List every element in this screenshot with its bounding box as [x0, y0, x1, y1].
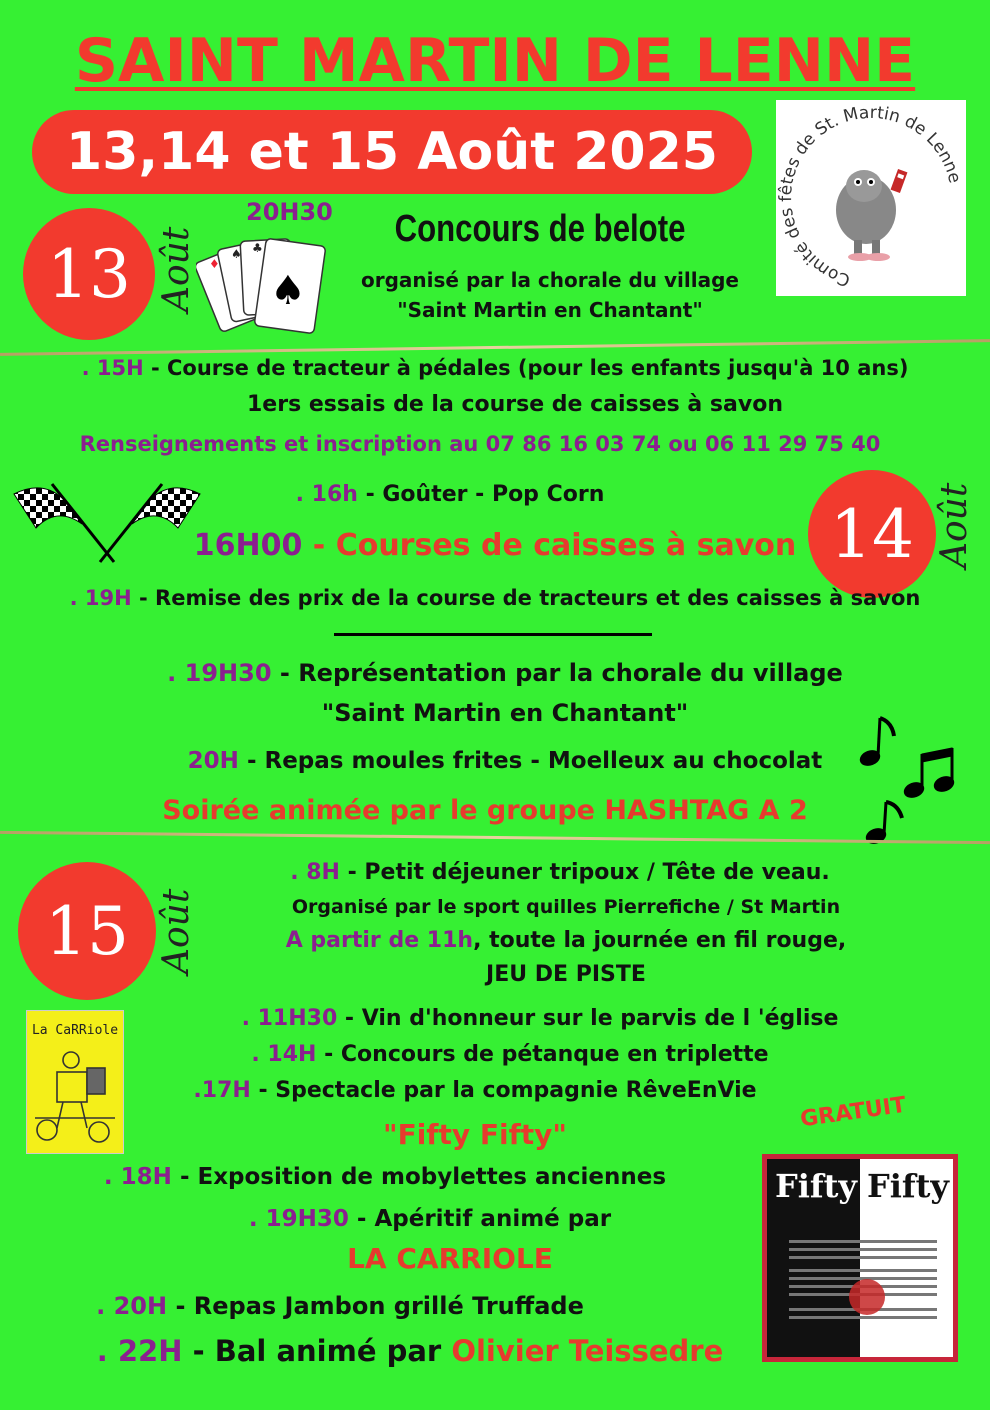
- music-notes-icon: [858, 712, 968, 852]
- day13-number: 13: [47, 235, 131, 313]
- day15-line-9: . 18H - Exposition de mobylettes anciennes: [103, 1164, 667, 1190]
- day14-line-1: . 15H - Course de tracteur à pédales (pour les enfants jusqu'à 10 ans): [81, 356, 909, 380]
- day14-line-10: Soirée animée par le groupe HASHTAG A 2: [162, 795, 808, 826]
- la-carriole-label: La CaRRiole: [31, 1023, 119, 1038]
- day15-line-3: A partir de 11h, toute la journée en fil rouge,: [285, 928, 847, 953]
- day14-line-6: . 19H - Remise des prix de la course de tracteurs et des caisses à savon: [69, 586, 921, 610]
- poster-title: SAINT MARTIN DE LENNE: [74, 26, 916, 96]
- day15-line-6: . 14H - Concours de pétanque en triplette: [251, 1042, 769, 1067]
- la-carriole-image: [26, 1010, 124, 1154]
- fifty-fifty-poster: [762, 1154, 958, 1362]
- day15-line-11: LA CARRIOLE: [347, 1242, 553, 1275]
- day13-badge: [23, 208, 155, 340]
- fifty-word-1: Fifty: [775, 1167, 858, 1205]
- red-ball-icon: [849, 1279, 885, 1315]
- dates-banner: 13,14 et 15 Août 2025: [32, 110, 752, 194]
- day13-time: 20H30: [246, 198, 333, 226]
- sheep-icon: [836, 169, 907, 261]
- day15-line-12: . 20H - Repas Jambon grillé Truffade: [96, 1292, 584, 1320]
- playing-cards-icon: [196, 232, 336, 340]
- svg-text:♠: ♠: [231, 247, 242, 261]
- accordion-player-icon: [27, 1038, 123, 1148]
- day15-line-7: .17H - Spectacle par la compagnie RêveEnVie: [193, 1078, 757, 1103]
- day15-badge: [18, 862, 156, 1000]
- day14-month: Août: [934, 482, 975, 568]
- day15-line-10: . 19H30 - Apéritif animé par: [248, 1206, 612, 1232]
- section-divider-1: [0, 339, 990, 356]
- gratuit-label: GRATUIT: [798, 1092, 908, 1133]
- day14-line-5: 16H00 - Courses de caisses à savon: [193, 528, 797, 563]
- short-divider: [334, 633, 652, 636]
- day13-organizer-name: "Saint Martin en Chantant": [397, 298, 703, 322]
- day14-number: 14: [830, 495, 914, 573]
- day14-line-9: 20H - Repas moules frites - Moelleux au chocolat: [187, 748, 823, 774]
- svg-text:♠: ♠: [270, 268, 306, 314]
- day14-line-8: "Saint Martin en Chantant": [321, 699, 689, 727]
- day13-organizer-line: organisé par la chorale du village: [361, 268, 739, 292]
- fifty-word-2: Fifty: [867, 1167, 950, 1205]
- day15-line-2: Organisé par le sport quilles Pierrefiche / St Martin: [291, 896, 841, 918]
- day13-month: Août: [156, 226, 197, 312]
- day15-line-5: . 11H30 - Vin d'honneur sur le parvis de l 'église: [241, 1006, 839, 1031]
- section-divider-2: [0, 831, 990, 844]
- svg-text:♦: ♦: [209, 257, 220, 271]
- day15-line-1: . 8H - Petit déjeuner tripoux / Tête de veau.: [290, 860, 830, 885]
- logo-ring-text: Comité des fêtes de St. Martin de Lenne: [776, 102, 965, 290]
- day15-line-13: . 22H - Bal animé par Olivier Teissedre: [96, 1334, 724, 1368]
- day14-badge: [808, 470, 936, 598]
- day14-line-7: . 19H30 - Représentation par la chorale du village: [167, 659, 843, 687]
- day15-month: Août: [156, 888, 197, 974]
- day15-number: 15: [45, 892, 129, 970]
- day15-line-8: "Fifty Fifty": [382, 1118, 567, 1151]
- day14-contact-info: Renseignements et inscription au 07 86 16 03 74 ou 06 11 29 75 40: [79, 432, 881, 456]
- svg-text:♣: ♣: [252, 241, 263, 255]
- day15-line-4: JEU DE PISTE: [486, 962, 646, 987]
- day14-line-2: 1ers essais de la course de caisses à savon: [247, 392, 783, 417]
- day13-event-title: Concours de belote: [394, 208, 686, 250]
- day14-line-4: . 16h - Goûter - Pop Corn: [295, 482, 605, 507]
- committee-logo: [776, 100, 966, 296]
